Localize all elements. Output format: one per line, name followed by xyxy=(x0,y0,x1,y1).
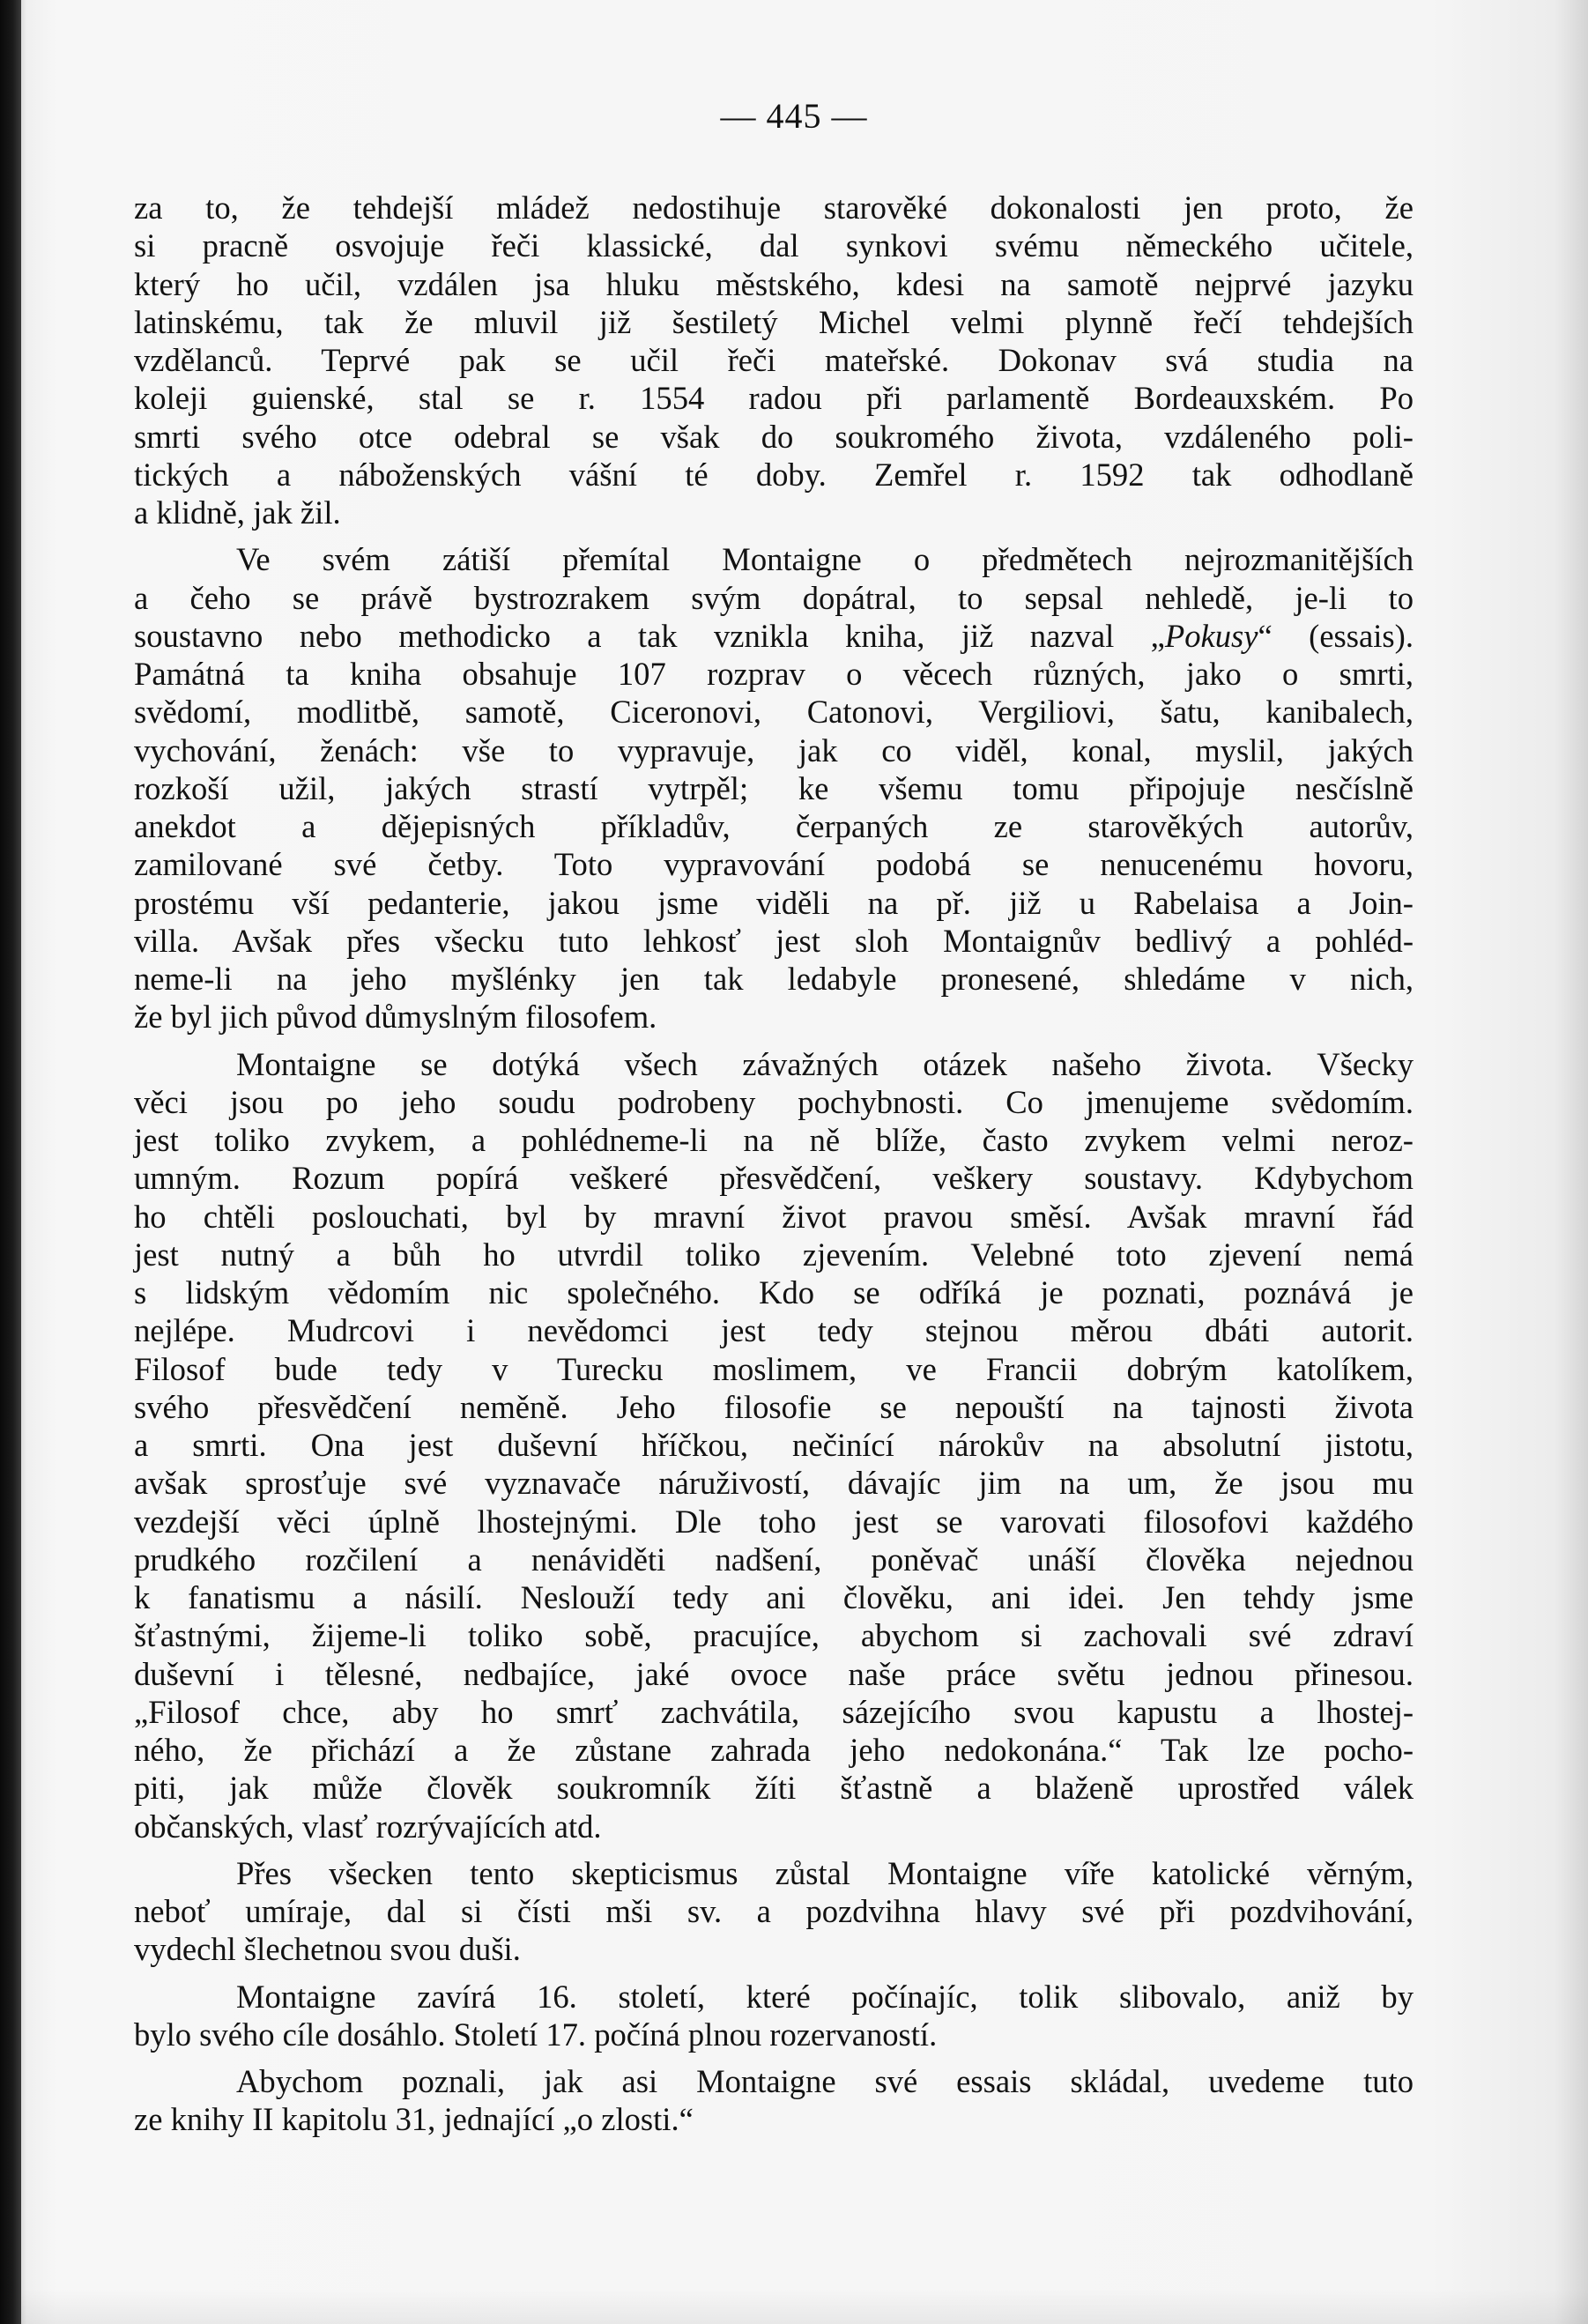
text-line: který ho učil, vzdálen jsa hluku městského, kdesi na samotě nejprvé jazyku xyxy=(134,265,1414,302)
text-line: a smrti. Ona jest duševní hříčkou, nečinící nárokův na absolutní jistotu, xyxy=(134,1427,1414,1463)
text-line: občanských, vlasť rozrývajících atd. xyxy=(134,1808,602,1845)
text-line: avšak sprosťuje své vyznavače náruživostí, dávajíc jim na um, že jsou mu xyxy=(134,1465,1414,1502)
text-line: Montaigne zavírá 16. století, které počínajíc, tolik slibovalo, aniž by xyxy=(236,1978,1414,2015)
text-line: svědomí, modlitbě, samotě, Ciceronovi, Catonovi, Vergiliovi, šatu, kanibalech, xyxy=(134,694,1414,731)
text-line: jest nutný a bůh ho utvrdil toliko zjevením. Velebné toto zjevení nemá xyxy=(134,1236,1414,1273)
text-line: duševní i tělesné, nedbajíce, jaké ovoce naše práce světu jednou přinesou. xyxy=(134,1655,1414,1692)
text-line: Přes všecken tento skepticismus zůstal Montaigne víře katolické věrným, xyxy=(236,1854,1414,1891)
text-line: Ve svém zátiší přemítal Montaigne o předmětech nejrozmanitějších xyxy=(236,541,1414,578)
text-line: věci jsou po jeho soudu podrobeny pochybnosti. Co jmenujeme svědomím. xyxy=(134,1083,1414,1120)
italic-title: Pokusy xyxy=(1164,617,1258,654)
text-line: Abychom poznali, jak asi Montaigne své essais skládal, uvedeme tuto xyxy=(236,2063,1414,2099)
text-line: latinskému, tak že mluvil již šestiletý Michel velmi plynně řečí tehdejších xyxy=(134,303,1414,340)
text-line: ho chtěli poslouchati, byl by mravní život pravou směsí. Avšak mravní řád xyxy=(134,1198,1414,1235)
paragraph-2 xyxy=(134,540,1414,1036)
book-spine-edge xyxy=(0,0,21,2324)
text-line: neme-li na jeho myšlénky jen tak ledabyle pronesené, shledáme v nich, xyxy=(134,961,1414,997)
text-line-with-italic: soustavno nebo methodicko a tak vznikla kniha, již nazval „Pokusy“ (essais). xyxy=(134,617,1414,654)
text-line: svého přesvědčení neměně. Jeho filosofie se nepouští na tajnosti života xyxy=(134,1388,1414,1425)
text-line: s lidským vědomím nic společného. Kdo se odříká je poznati, poznává je xyxy=(134,1274,1414,1310)
text-line: si pracně osvojuje řeči klassické, dal synkovi svému německého učitele, xyxy=(134,227,1414,264)
text-line: vzdělanců. Teprvé pak se učil řeči mateřské. Dokonav svá studia na xyxy=(134,342,1414,378)
text-line: vydechl šlechetnou svou duši. xyxy=(134,1931,521,1968)
text-line: smrti svého otce odebral se však do soukromého života, vzdáleného poli- xyxy=(134,418,1414,455)
paragraph-4 xyxy=(134,1854,1414,1969)
text-line: prudkého rozčilení a nenáviděti nadšení, poněvač unáší člověka nejednou xyxy=(134,1541,1414,1578)
paragraph-6 xyxy=(134,2062,1414,2139)
text-line: bylo svého cíle dosáhlo. Století 17. počíná plnou rozervaností. xyxy=(134,2016,938,2053)
text-line: rozkoší užil, jakých strastí vytrpěl; ke všemu tomu připojuje nesčíslně xyxy=(134,769,1414,806)
text-line: že byl jich původ důmyslným filosofem. xyxy=(134,999,657,1036)
text-line: a čeho se právě bystrozrakem svým dopátral, to sepsal nehledě, je-li to xyxy=(134,579,1414,616)
page-number: — 445 — xyxy=(720,96,868,136)
text-line: nejlépe. Mudrcovi i nevědomci jest tedy stejnou měrou dbáti autorit. xyxy=(134,1312,1414,1349)
text-line: neboť umíraje, dal si čísti mši sv. a pozdvihna hlavy své při pozdvihování, xyxy=(134,1893,1414,1929)
text-line: villa. Avšak přes všecku tuto lehkosť jest sloh Montaignův bedlivý a pohléd- xyxy=(134,922,1414,959)
text-line: umným. Rozum popírá veškeré přesvědčení, veškery soustavy. Kdybychom xyxy=(134,1160,1414,1197)
text-line: tických a náboženských vášní té doby. Zemřel r. 1592 tak odhodlaně xyxy=(134,456,1414,493)
body-text xyxy=(134,189,1414,2139)
text-line: Památná ta kniha obsahuje 107 rozprav o věcech různých, jako o smrti, xyxy=(134,656,1414,692)
text-line: zamilované své četby. Toto vypravování podobá se nenucenému hovoru, xyxy=(134,846,1414,883)
text-line: šťastnými, žijeme-li toliko sobě, pracujíce, abychom si zachovali své zdraví xyxy=(134,1617,1414,1654)
text-line: za to, že tehdejší mládež nedostihuje starověké dokonalosti jen proto, že xyxy=(134,189,1414,226)
text-line: prostému vší pedanterie, jakou jsme viděli na př. již u Rabelaisa a Join- xyxy=(134,884,1414,921)
text-line: Filosof bude tedy v Turecku moslimem, ve Francii dobrým katolíkem, xyxy=(134,1350,1414,1387)
paragraph-1 xyxy=(134,189,1414,531)
page-bottom-shade xyxy=(21,2289,1588,2324)
text-line: Montaigne se dotýká všech závažných otázek našeho života. Všecky xyxy=(236,1045,1414,1082)
paragraph-5 xyxy=(134,1978,1414,2054)
paragraph-3 xyxy=(134,1045,1414,1845)
text-line: ného, že přichází a že zůstane zahrada jeho nedokonána.“ Tak lze pocho- xyxy=(134,1732,1414,1768)
text-line: jest toliko zvykem, a pohlédneme-li na ně blíže, často zvykem velmi neroz- xyxy=(134,1122,1414,1158)
text-line: k fanatismu a násilí. Neslouží tedy ani člověku, ani idei. Jen tehdy jsme xyxy=(134,1579,1414,1615)
text-line: piti, jak může člověk soukromník žíti šťastně a blaženě uprostřed válek xyxy=(134,1770,1414,1807)
text-line: anekdot a dějepisných příkladův, čerpaných ze starověkých autorův, xyxy=(134,808,1414,844)
text-line: vezdejší věci úplně lhostejnými. Dle toho jest se varovati filosofovi každého xyxy=(134,1503,1414,1540)
text-line: ze knihy II kapitolu 31, jednající „o zlosti.“ xyxy=(134,2101,694,2138)
text-line: a klidně, jak žil. xyxy=(134,494,341,531)
text-line: koleji guienské, stal se r. 1554 radou při parlamentě Bordeauxském. Po xyxy=(134,380,1414,417)
text-line: „Filosof chce, aby ho smrť zachvátila, sázejícího svou kapustu a lhostej- xyxy=(134,1693,1414,1730)
text-line: vychování, ženách: vše to vypravuje, jak co viděl, konal, myslil, jakých xyxy=(134,731,1414,768)
